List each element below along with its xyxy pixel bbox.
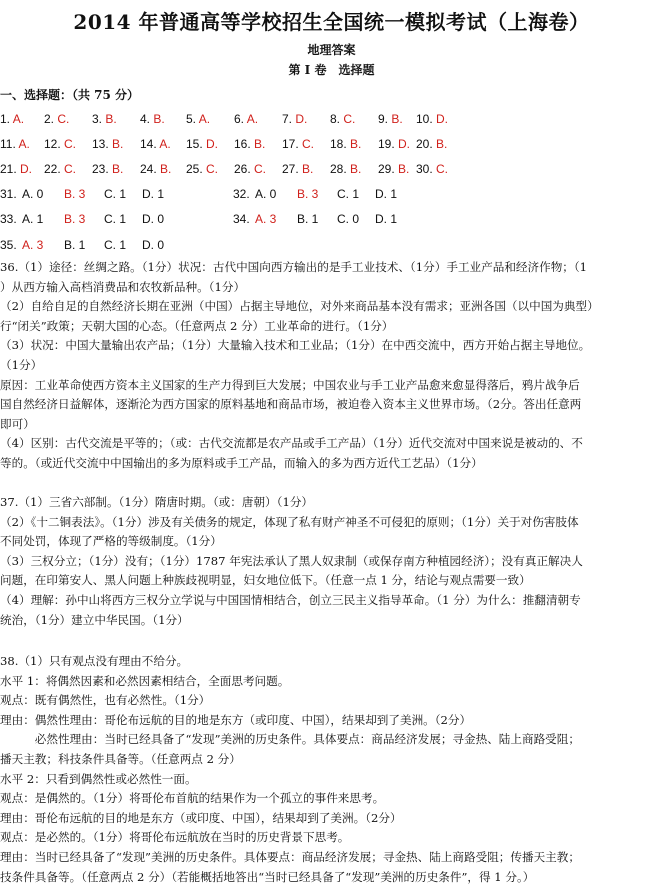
answer-letter: C. bbox=[436, 162, 449, 176]
answer-item bbox=[330, 112, 355, 126]
option-label: D. bbox=[142, 187, 158, 201]
question-number: 2. bbox=[44, 112, 58, 126]
option-label: C. bbox=[104, 187, 120, 201]
answer-line: 水平 1：将偶然因素和必然因素相结合，全面思考问题。 bbox=[0, 673, 290, 688]
option-label: D. bbox=[142, 238, 158, 252]
score-option bbox=[142, 187, 164, 201]
answer-line: 技条件具备等。（任意两点 2 分）（若能概括地答出“当时已经具备了“发现”美洲的历史条件”，得 1 分。） bbox=[0, 869, 535, 884]
score-option bbox=[64, 212, 85, 226]
answer-line: 观点：既有偶然性，也有必然性。（1分） bbox=[0, 693, 211, 708]
answer-letter: A. bbox=[12, 112, 25, 126]
answer-line: （1分） bbox=[0, 357, 43, 372]
answer-item bbox=[416, 112, 448, 126]
answer-item bbox=[92, 112, 117, 126]
option-label: C. bbox=[337, 212, 353, 226]
score-option bbox=[104, 187, 126, 201]
option-score: 1 bbox=[390, 187, 398, 201]
answer-letter: B. bbox=[391, 112, 403, 126]
option-label: C. bbox=[104, 238, 120, 252]
option-label: A. bbox=[22, 187, 37, 201]
question-number: 26. bbox=[234, 162, 255, 176]
answer-line: 播天主教；科技条件具备等。（任意两点 2 分） bbox=[0, 751, 241, 766]
answer-line: 行“闭关”政策；天朝大国的心态。（任意两点 2 分）工业革命的进行。（1分） bbox=[0, 318, 394, 333]
question-number: 34. bbox=[233, 212, 250, 226]
question-number: 25. bbox=[186, 162, 207, 176]
answer-item bbox=[140, 162, 171, 176]
question-number: 32. bbox=[233, 187, 250, 201]
question-number: 30. bbox=[416, 162, 437, 176]
page-subtitle: 地理答案 bbox=[307, 43, 356, 57]
answer-item bbox=[378, 137, 410, 151]
score-option bbox=[104, 212, 126, 226]
answer-item bbox=[140, 137, 171, 151]
answer-letter: C. bbox=[64, 162, 77, 176]
option-label: B. bbox=[297, 212, 312, 226]
question-number: 20. bbox=[416, 137, 437, 151]
answer-line: 37.（1）三省六部制。（1分）隋唐时期。（或：唐朝）（1分） bbox=[0, 495, 314, 509]
answer-letter: B. bbox=[105, 112, 117, 126]
answer-letter: A. bbox=[198, 112, 211, 126]
answer-item bbox=[378, 112, 403, 126]
answer-item bbox=[282, 137, 314, 151]
option-score: 1 bbox=[390, 212, 398, 226]
answer-line: 原因：工业革命使西方资本主义国家的生产力得到巨大发展；中国农业与手工业产品愈来愈显得落后，鸦片战争后 bbox=[0, 377, 580, 392]
option-label: A. bbox=[22, 212, 37, 226]
answer-letter: B. bbox=[112, 162, 124, 176]
score-option bbox=[142, 238, 164, 252]
question-number: 9. bbox=[378, 112, 392, 126]
option-label: A. bbox=[22, 238, 37, 252]
answer-letter: C. bbox=[302, 137, 315, 151]
score-option bbox=[64, 187, 85, 201]
question-number: 24. bbox=[140, 162, 161, 176]
answer-item bbox=[0, 112, 24, 126]
answer-line: 36.（1）途径：丝绸之路。（1分）状况：古代中国向西方输出的是手工业技术、（1分）手工业产品和经济作物；（1 bbox=[0, 260, 588, 274]
answer-letter: B. bbox=[398, 162, 410, 176]
score-option bbox=[142, 212, 164, 226]
question-number: 8. bbox=[330, 112, 344, 126]
answer-item bbox=[416, 137, 447, 151]
question-number: 33. bbox=[0, 212, 17, 226]
answer-item bbox=[0, 137, 30, 151]
question-number: 13. bbox=[92, 137, 113, 151]
answer-letter: D. bbox=[436, 112, 449, 126]
section-heading: 一、选择题：（共 75 分） bbox=[0, 88, 140, 102]
answer-letter: B. bbox=[112, 137, 124, 151]
answer-line: 理由：哥伦布远航的目的地是东方（或印度、中国），结果却到了美洲。（2分） bbox=[0, 810, 402, 825]
answer-letter: B. bbox=[302, 162, 314, 176]
answer-line: （4）区别：古代交流是平等的；（或：古代交流都是农产品或手工产品）（1分）近代交流对中国来说是被动的、不 bbox=[0, 436, 583, 451]
answer-item bbox=[44, 162, 76, 176]
option-score: 1 bbox=[78, 238, 86, 252]
question-number: 35. bbox=[0, 238, 17, 252]
question-number: 5. bbox=[186, 112, 199, 126]
answer-line: （2）《十二铜表法》。（1分）涉及有关债务的规定，体现了私有财产神圣不可侵犯的原则；（1分）关于对伤害肢体 bbox=[0, 514, 579, 529]
answer-line: 理由：偶然性理由：哥伦布远航的目的地是东方（或印度、中国），结果却到了美洲。（2分） bbox=[0, 712, 472, 727]
question-number: 6. bbox=[234, 112, 247, 126]
question-number: 4. bbox=[140, 112, 154, 126]
score-option bbox=[22, 212, 43, 226]
option-score: 3 bbox=[78, 212, 86, 226]
answer-item bbox=[330, 137, 361, 151]
answer-letter: D. bbox=[20, 162, 33, 176]
answer-item bbox=[140, 112, 165, 126]
option-label: B. bbox=[64, 187, 79, 201]
answer-letter: D. bbox=[398, 137, 411, 151]
answer-item bbox=[234, 137, 265, 151]
option-score: 1 bbox=[119, 187, 127, 201]
answer-line: 观点：是必然的。（1分）将哥伦布远航放在当时的历史背景下思考。 bbox=[0, 830, 350, 845]
answer-letter: D. bbox=[295, 112, 308, 126]
option-score: 0 bbox=[36, 187, 44, 201]
answer-letter: C. bbox=[64, 137, 77, 151]
question-number: 31. bbox=[0, 187, 17, 201]
option-score: 1 bbox=[311, 212, 319, 226]
score-option bbox=[375, 187, 397, 201]
option-score: 1 bbox=[119, 238, 127, 252]
answer-letter: B. bbox=[350, 162, 362, 176]
question-number: 29. bbox=[378, 162, 399, 176]
question-number: 14. bbox=[140, 137, 160, 151]
option-score: 0 bbox=[352, 212, 360, 226]
option-label: B. bbox=[64, 212, 79, 226]
option-score: 3 bbox=[311, 187, 319, 201]
answer-line: 等的。（或近代交流中中国输出的多为原料或手工产品，而输入的多为西方近代工艺品）（1分） bbox=[0, 455, 483, 470]
answer-line: （4）理解：孙中山将西方三权分立学说与中国国情相结合，创立三民主义指导革命。（1 分）为什么：推翻清朝专 bbox=[0, 592, 581, 607]
answer-line: （2）自给自足的自然经济长期在亚洲（中国）占据主导地位，对外来商品基本没有需求；亚洲各国（以中国为典型） bbox=[0, 299, 599, 314]
answer-letter: A. bbox=[246, 112, 259, 126]
option-score: 3 bbox=[269, 212, 277, 226]
question-number: 12. bbox=[44, 137, 65, 151]
answer-item bbox=[44, 137, 76, 151]
question-number: 15. bbox=[186, 137, 207, 151]
option-score: 1 bbox=[36, 212, 44, 226]
score-option bbox=[297, 187, 318, 201]
option-label: C. bbox=[337, 187, 353, 201]
answer-letter: A. bbox=[18, 137, 30, 151]
option-score: 0 bbox=[157, 238, 165, 252]
score-option bbox=[64, 238, 85, 252]
answer-line: 观点：是偶然的。（1分）将哥伦布首航的结果作为一个孤立的事件来思考。 bbox=[0, 791, 385, 806]
option-label: D. bbox=[375, 212, 391, 226]
score-option bbox=[22, 238, 43, 252]
question-number: 16. bbox=[234, 137, 255, 151]
option-label: B. bbox=[64, 238, 79, 252]
answer-line: ）从西方输入高档消费品和农牧新品种。（1分） bbox=[0, 279, 246, 294]
question-number: 1. bbox=[0, 112, 13, 126]
answer-item bbox=[330, 162, 361, 176]
answer-item bbox=[186, 112, 210, 126]
question-number: 28. bbox=[330, 162, 351, 176]
option-score: 0 bbox=[269, 187, 277, 201]
option-label: D. bbox=[375, 187, 391, 201]
score-option bbox=[22, 187, 43, 201]
answer-letter: B. bbox=[254, 137, 266, 151]
question-38-answer bbox=[0, 652, 663, 887]
answer-item bbox=[282, 112, 307, 126]
answer-letter: B. bbox=[436, 137, 448, 151]
question-36-answer bbox=[0, 258, 663, 474]
answer-line: 38.（1）只有观点没有理由不给分。 bbox=[0, 654, 189, 668]
score-option bbox=[375, 212, 397, 226]
answer-item bbox=[92, 162, 123, 176]
answer-line: （3）三权分立；（1分）没有；（1分）1787 年宪法承认了黑人奴隶制（或保存南方种植园经济）；没有真正解决人 bbox=[0, 553, 583, 568]
answer-letter: C. bbox=[206, 162, 219, 176]
answer-line: 理由：当时已经具备了“发现”美洲的历史条件。具体要点：商品经济发展；寻金热、陆上商路受阻；传播天主教； bbox=[0, 849, 580, 864]
answer-letter: C. bbox=[343, 112, 356, 126]
question-number: 21. bbox=[0, 162, 21, 176]
answer-item bbox=[92, 137, 123, 151]
answer-letter: C. bbox=[57, 112, 70, 126]
answer-line: 不同处罚，体现了严格的等级制度。（1分） bbox=[0, 534, 222, 549]
option-label: B. bbox=[297, 187, 312, 201]
question-number: 27. bbox=[282, 162, 303, 176]
question-number: 18. bbox=[330, 137, 351, 151]
score-option bbox=[255, 187, 276, 201]
score-option bbox=[337, 187, 359, 201]
answer-item bbox=[44, 112, 69, 126]
answer-item bbox=[282, 162, 313, 176]
score-option bbox=[297, 212, 318, 226]
question-number: 17. bbox=[282, 137, 303, 151]
option-score: 1 bbox=[157, 187, 165, 201]
answer-letter: A. bbox=[159, 137, 171, 151]
option-score: 1 bbox=[352, 187, 360, 201]
question-number: 11. bbox=[0, 137, 19, 151]
answer-item bbox=[186, 137, 218, 151]
question-number: 7. bbox=[282, 112, 296, 126]
answer-item bbox=[234, 162, 266, 176]
answer-item bbox=[0, 162, 32, 176]
question-number: 19. bbox=[378, 137, 399, 151]
answer-letter: B. bbox=[350, 137, 362, 151]
score-option bbox=[104, 238, 126, 252]
answer-item bbox=[378, 162, 409, 176]
score-option bbox=[337, 212, 359, 226]
part-heading: 第 I 卷 选择题 bbox=[288, 63, 375, 77]
score-option bbox=[255, 212, 276, 226]
option-label: A. bbox=[255, 212, 270, 226]
answer-line: （3）状况：中国大量输出农产品；（1分）大量输入技术和工业品；（1分）在中西交流中，西方开始占据主导地位。 bbox=[0, 338, 591, 353]
answer-letter: B. bbox=[160, 162, 172, 176]
answer-letter: D. bbox=[206, 137, 219, 151]
answer-line: 即可） bbox=[0, 416, 35, 431]
answer-letter: C. bbox=[254, 162, 267, 176]
option-score: 3 bbox=[78, 187, 86, 201]
answer-line: 问题，在印第安人、黑人问题上种族歧视明显，妇女地位低下。（任意一点 1 分，结论与观点需要一致） bbox=[0, 573, 531, 588]
answer-line: 水平 2：只看到偶然性或必然性一面。 bbox=[0, 771, 197, 786]
option-score: 1 bbox=[119, 212, 127, 226]
option-label: D. bbox=[142, 212, 158, 226]
option-label: A. bbox=[255, 187, 270, 201]
option-label: C. bbox=[104, 212, 120, 226]
question-number: 10. bbox=[416, 112, 437, 126]
question-number: 23. bbox=[92, 162, 113, 176]
question-37-answer bbox=[0, 493, 663, 630]
option-score: 0 bbox=[157, 212, 165, 226]
question-number: 3. bbox=[92, 112, 106, 126]
option-score: 3 bbox=[36, 238, 44, 252]
question-number: 22. bbox=[44, 162, 65, 176]
answer-line: 必然性理由：当时已经具备了“发现”美洲的历史条件。具体要点：商品经济发展；寻金热、陆上商路受阻； bbox=[0, 732, 580, 747]
answer-letter: B. bbox=[153, 112, 165, 126]
answer-line: 国自然经济日益解体，逐渐沦为西方国家的原料基地和商品市场，被迫卷入资本主义世界市场。（2分。答出任意两 bbox=[0, 397, 582, 412]
answer-line: 统治，（1分）建立中华民国。（1分） bbox=[0, 612, 189, 627]
answer-item bbox=[416, 162, 448, 176]
answer-item bbox=[186, 162, 218, 176]
page-title: 2014 年普通高等学校招生全国统一模拟考试（上海卷） bbox=[73, 10, 590, 34]
answer-item bbox=[234, 112, 258, 126]
